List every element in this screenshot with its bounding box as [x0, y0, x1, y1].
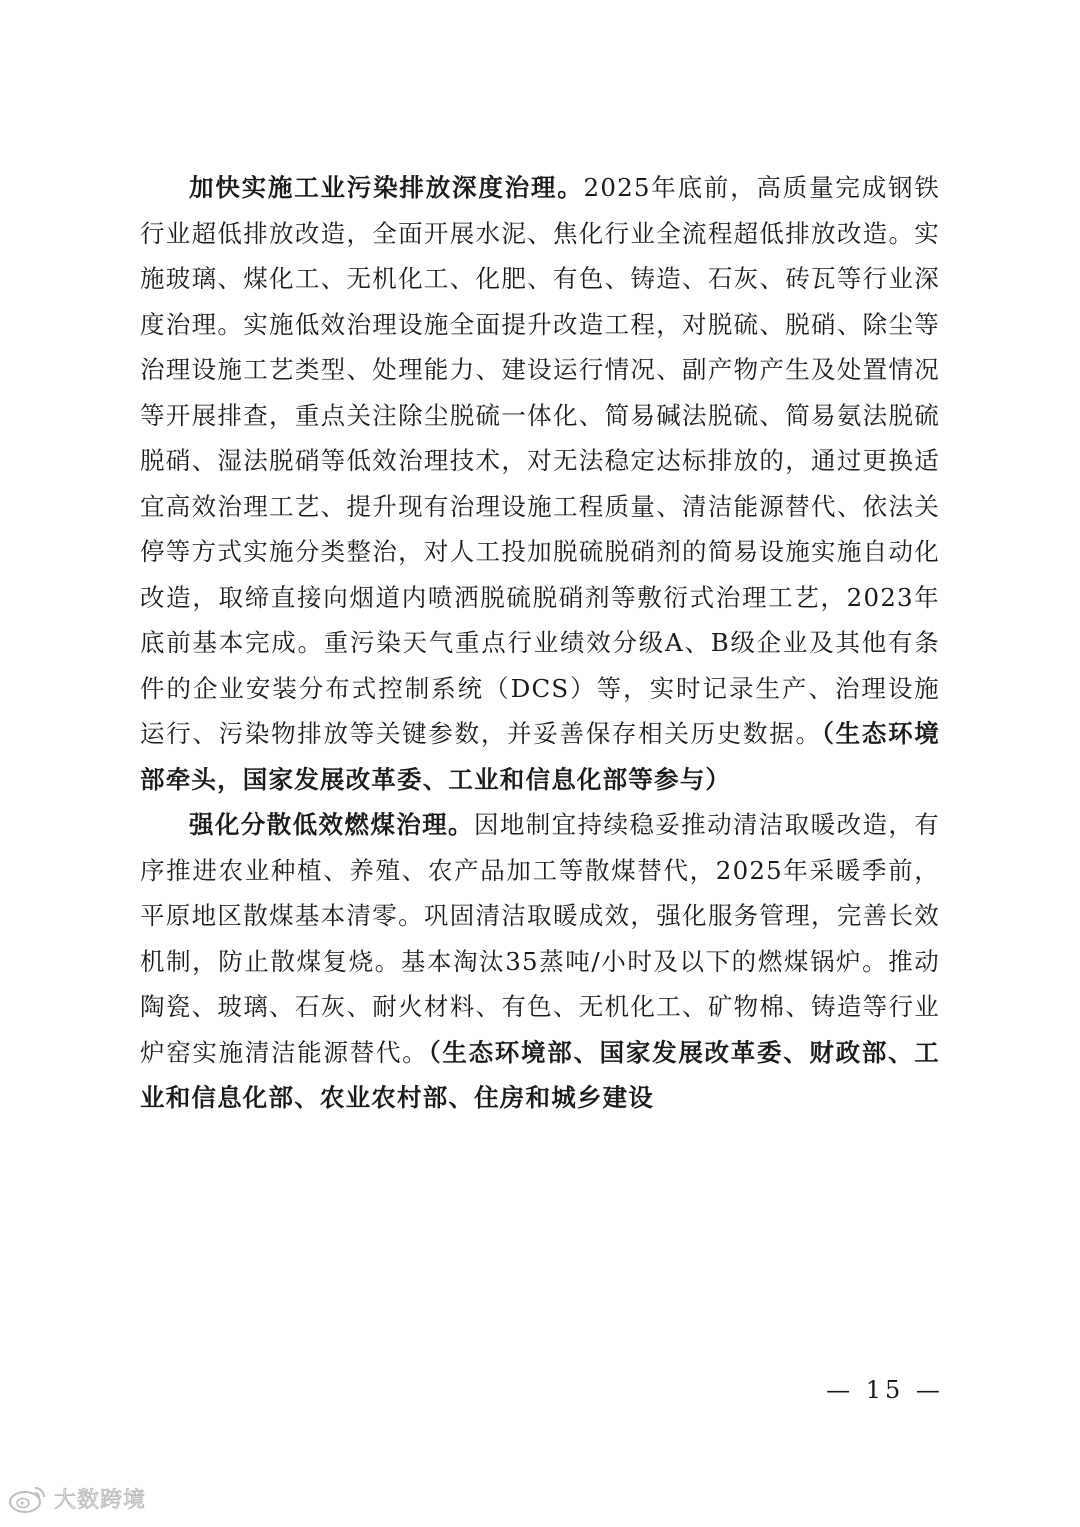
document-body: [140, 165, 940, 1121]
watermark: [8, 1478, 146, 1518]
paragraph-heading: 加快实施工业污染排放深度治理。: [189, 173, 584, 202]
paragraph-text: 2025年底前，高质量完成钢铁行业超低排放改造，全面开展水泥、焦化行业全流程超低排放改造。实施玻璃、煤化工、无机化工、化肥、有色、铸造、石灰、砖瓦等行业深度治理。实施低效治理设施全面提升改造工程，对脱硫、脱硝、除尘等治理设施工艺类型、处理能力、建设运行情况、副产物产生及处置情况等开展排查，重点关注除尘脱硫一体化、简易碱法脱硫、简易氨法脱硫脱硝、湿法脱硝等低效治理技术，对无法稳定达标排放的，通过更换适宜高效治理工艺、提升现有治理设施工程质量、清洁能源替代、依法关停等方式实施分类整治，对人工投加脱硫脱硝剂的简易设施实施自动化改造，取缔直接向烟道内喷洒脱硫脱硝剂等敷衍式治理工艺，2023年底前基本完成。重污染天气重点行业绩效分级A、B级企业及其他有条件的企业安装分布式控制系统（DCS）等，实时记录生产、治理设施运行、污染物排放等关键参数，并妥善保存相关历史数据。: [140, 173, 940, 748]
responsible-departments: （生态环境部、国家发展改革委、财政部、工业和信息化部、农业农村部、住房和城乡建设: [140, 1037, 941, 1112]
page-number: — 15 —: [826, 1376, 944, 1404]
paragraph-coal-governance: [140, 802, 940, 1121]
paragraph-industrial-pollution: [140, 165, 940, 802]
responsible-departments: （生态环境部牵头，国家发展改革委、工业和信息化部等参与）: [140, 719, 940, 794]
paragraph-heading: 强化分散低效燃煤治理。: [189, 810, 474, 839]
paragraph-text: 因地制宜持续稳妥推动清洁取暖改造，有序推进农业种植、养殖、农产品加工等散煤替代，2025年采暖季前，平原地区散煤基本清零。巩固清洁取暖成效，强化服务管理，完善长效机制，防止散煤复烧。基本淘汰35蒸吨/小时及以下的燃煤锅炉。推动陶瓷、玻璃、石灰、耐火材料、有色、无机化工、矿物棉、铸造等行业炉窑实施清洁能源替代。: [140, 810, 940, 1067]
watermark-text: 大数跨境: [54, 1487, 147, 1513]
weibo-logo-icon: [8, 1482, 48, 1514]
